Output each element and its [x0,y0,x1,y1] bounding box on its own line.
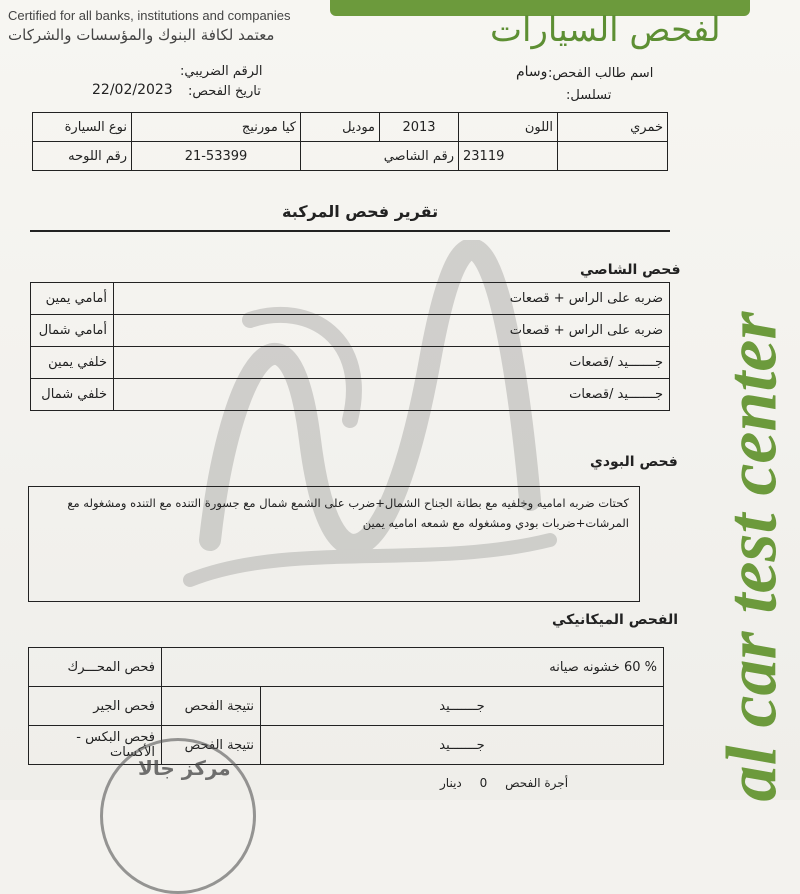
plate-value: 21-53399 [132,142,301,171]
mechanical-table [28,647,664,765]
table-row [31,283,670,315]
mechanical-section-title: الفحص الميكانيكي [552,612,679,628]
table-row [31,315,670,347]
serial-label: تسلسل: [566,88,612,103]
body-section-title: فحص البودي [590,454,678,470]
plate-label: رقم اللوحه [33,142,132,171]
chassis-row-value: ضربه على الراس + قصعات [114,315,670,347]
chassis-row-label: أمامي شمال [31,315,114,347]
applicant-name-value: وسام [516,64,548,80]
certification-english: Certified for all banks, institutions and companies [8,8,291,23]
chassis-table [30,282,670,411]
fee-value: 0 [479,776,488,790]
chassis-row-value: ضربه على الراس + قصعات [114,283,670,315]
chassis-row-label: خلفي شمال [31,379,114,411]
chassis-number-label: رقم الشاصي [301,142,459,171]
gear-result-label: نتيجة الفحص [162,687,261,726]
gear-label: فحص الجير [29,687,162,726]
table-row [29,687,664,726]
table-row [31,379,670,411]
chassis-row-value: جـــــــيد /قصعات [114,347,670,379]
inspection-date-value: 22/02/2023 [92,82,173,98]
report-title: تقرير فحص المركبة [282,202,439,221]
stamp-text: مركز جالا [138,756,231,780]
table-row [31,347,670,379]
brand-vertical-text: al car test center [711,311,792,802]
brand-vertical-banner [702,20,792,802]
vehicle-type-value: كيا مورنيج [132,113,301,142]
body-inspection-notes: كحتات ضربه اماميه وخلفيه مع بطانة الجناح الشمال+ضرب على الشمع شمال مع جسورة التنده مع التنده ومشغوله مع المرشات+ضربات بودي ومشغوله مع شمعه اماميه يمين [28,486,640,602]
chassis-row-value: جـــــــيد /قصعات [114,379,670,411]
engine-label: فحص المحـــرك [29,648,162,687]
color-label: اللون [459,113,558,142]
vehicle-info-row [33,113,668,142]
applicant-name-label: اسم طالب الفحص: [548,66,654,81]
axle-result-label: نتيجة الفحص [162,726,261,765]
chassis-row-label: أمامي يمين [31,283,114,315]
table-row [29,648,664,687]
vehicle-info-table [32,112,668,171]
tax-number-label: الرقم الضريبي: [180,64,263,79]
chassis-number-value: 23119 [459,142,558,171]
axle-value: جـــــــيد [261,726,664,765]
vehicle-type-label: نوع السيارة [33,113,132,142]
axle-label: فحص البكس - الأكسات [29,726,162,765]
empty-cell [558,142,668,171]
model-label: موديل [301,113,380,142]
inspection-fee [440,776,568,790]
fee-currency: دينار [440,776,462,790]
gear-value: جـــــــيد [261,687,664,726]
engine-value: % 60 خشونه صيانه [162,648,664,687]
chassis-row-label: خلفي يمين [31,347,114,379]
model-value: 2013 [380,113,459,142]
chassis-section-title: فحص الشاصي [580,262,681,278]
fee-label: أجرة الفحص [505,776,569,790]
title-divider [30,230,670,232]
vehicle-info-row [33,142,668,171]
logo-arabic-text: لفحص السيارات [490,10,721,50]
certification-arabic: معتمد لكافة البنوك والمؤسسات والشركات [8,26,275,44]
color-value: خمري [558,113,668,142]
inspection-date-label: تاريخ الفحص: [188,84,261,99]
